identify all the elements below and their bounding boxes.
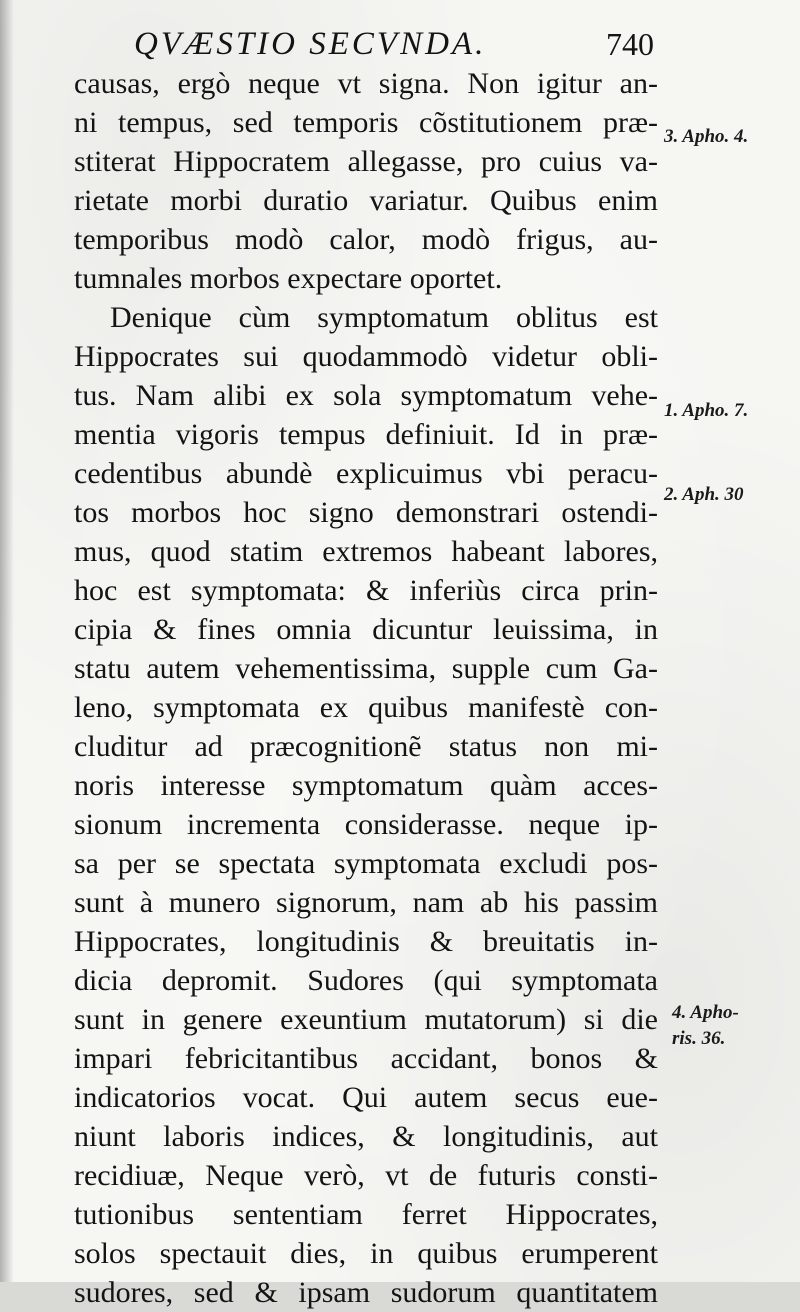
text-line: tus. Nam alibi ex sola symptomatum vehe- bbox=[74, 379, 658, 412]
text-line: rietate morbi duratio variatur. Quibus enim bbox=[74, 184, 658, 217]
text-line: cipia & fines omnia dicuntur leuissima, in bbox=[74, 613, 658, 646]
text-line: statu autem vehementissima, supple cum Ga- bbox=[74, 652, 658, 685]
text-line: tos morbos hoc signo demonstrari ostendi- bbox=[74, 496, 658, 529]
text-line: solos spectauit dies, in quibus erumperent bbox=[74, 1237, 658, 1270]
margin-note-aphorism-2-30: 2. Aph. 30 bbox=[664, 484, 744, 505]
text-line: dicia depromit. Sudores (qui symptomata bbox=[74, 964, 658, 997]
text-line: tutionibus sententiam ferret Hippocrates, bbox=[74, 1198, 658, 1231]
text-line: impari febricitantibus accidant, bonos & bbox=[74, 1042, 658, 1075]
text-line: recidiuæ, Neque verò, vt de futuris consti- bbox=[74, 1159, 658, 1192]
page-gutter-shadow bbox=[0, 0, 14, 1282]
margin-note-line: ris. 36. bbox=[672, 1028, 726, 1049]
text-line: noris interesse symptomatum quàm acces- bbox=[74, 769, 658, 802]
margin-note-aphorism-3-4: 3. Apho. 4. bbox=[664, 126, 749, 147]
text-line: niunt laboris indices, & longitudinis, aut bbox=[74, 1120, 658, 1153]
margin-note-line: 4. Apho- bbox=[672, 1002, 739, 1023]
text-line: sudores, sed & ipsam sudorum quantitatem bbox=[74, 1276, 658, 1309]
running-title: QVÆSTIO SECVNDA. bbox=[134, 26, 487, 62]
text-line: sa per se spectata symptomata excludi pos- bbox=[74, 847, 658, 880]
text-line: indicatorios vocat. Qui autem secus eue- bbox=[74, 1081, 658, 1114]
text-line: ni tempus, sed temporis cõstitutionem præ- bbox=[74, 106, 658, 139]
text-line: causas, ergò neque vt signa. Non igitur an- bbox=[74, 67, 658, 100]
body-text bbox=[74, 64, 658, 1312]
text-line: sunt à munero signorum, nam ab his passim bbox=[74, 886, 658, 919]
text-line: tumnales morbos expectare oportet. bbox=[74, 262, 503, 295]
text-line: mus, quod statim extremos habeant labores, bbox=[74, 535, 658, 568]
text-line: Denique cùm symptomatum oblitus est bbox=[110, 301, 658, 334]
text-line: cluditur ad præcognitionẽ status non mi- bbox=[74, 730, 658, 763]
text-line: stiterat Hippocratem allegasse, pro cuius va- bbox=[74, 145, 658, 178]
text-line: leno, symptomata ex quibus manifestè con- bbox=[74, 691, 658, 724]
page-number: 740 bbox=[606, 26, 654, 62]
margin-note-aphorism-4-36 bbox=[672, 1000, 739, 1052]
text-line: mentia vigoris tempus definiuit. Id in præ- bbox=[74, 418, 658, 451]
text-line: Hippocrates sui quodammodò videtur obli- bbox=[74, 340, 658, 373]
margin-note-aphorism-1-7: 1. Apho. 7. bbox=[664, 400, 749, 421]
text-line: cedentibus abundè explicuimus vbi peracu- bbox=[74, 457, 658, 490]
text-line: sunt in genere exeuntium mutatorum) si die bbox=[74, 1003, 658, 1036]
text-line: sionum incrementa considerasse. neque ip- bbox=[74, 808, 658, 841]
text-line: Hippocrates, longitudinis & breuitatis in- bbox=[74, 925, 658, 958]
text-line: temporibus modò calor, modò frigus, au- bbox=[74, 223, 658, 256]
text-line: hoc est symptomata: & inferiùs circa prin- bbox=[74, 574, 658, 607]
